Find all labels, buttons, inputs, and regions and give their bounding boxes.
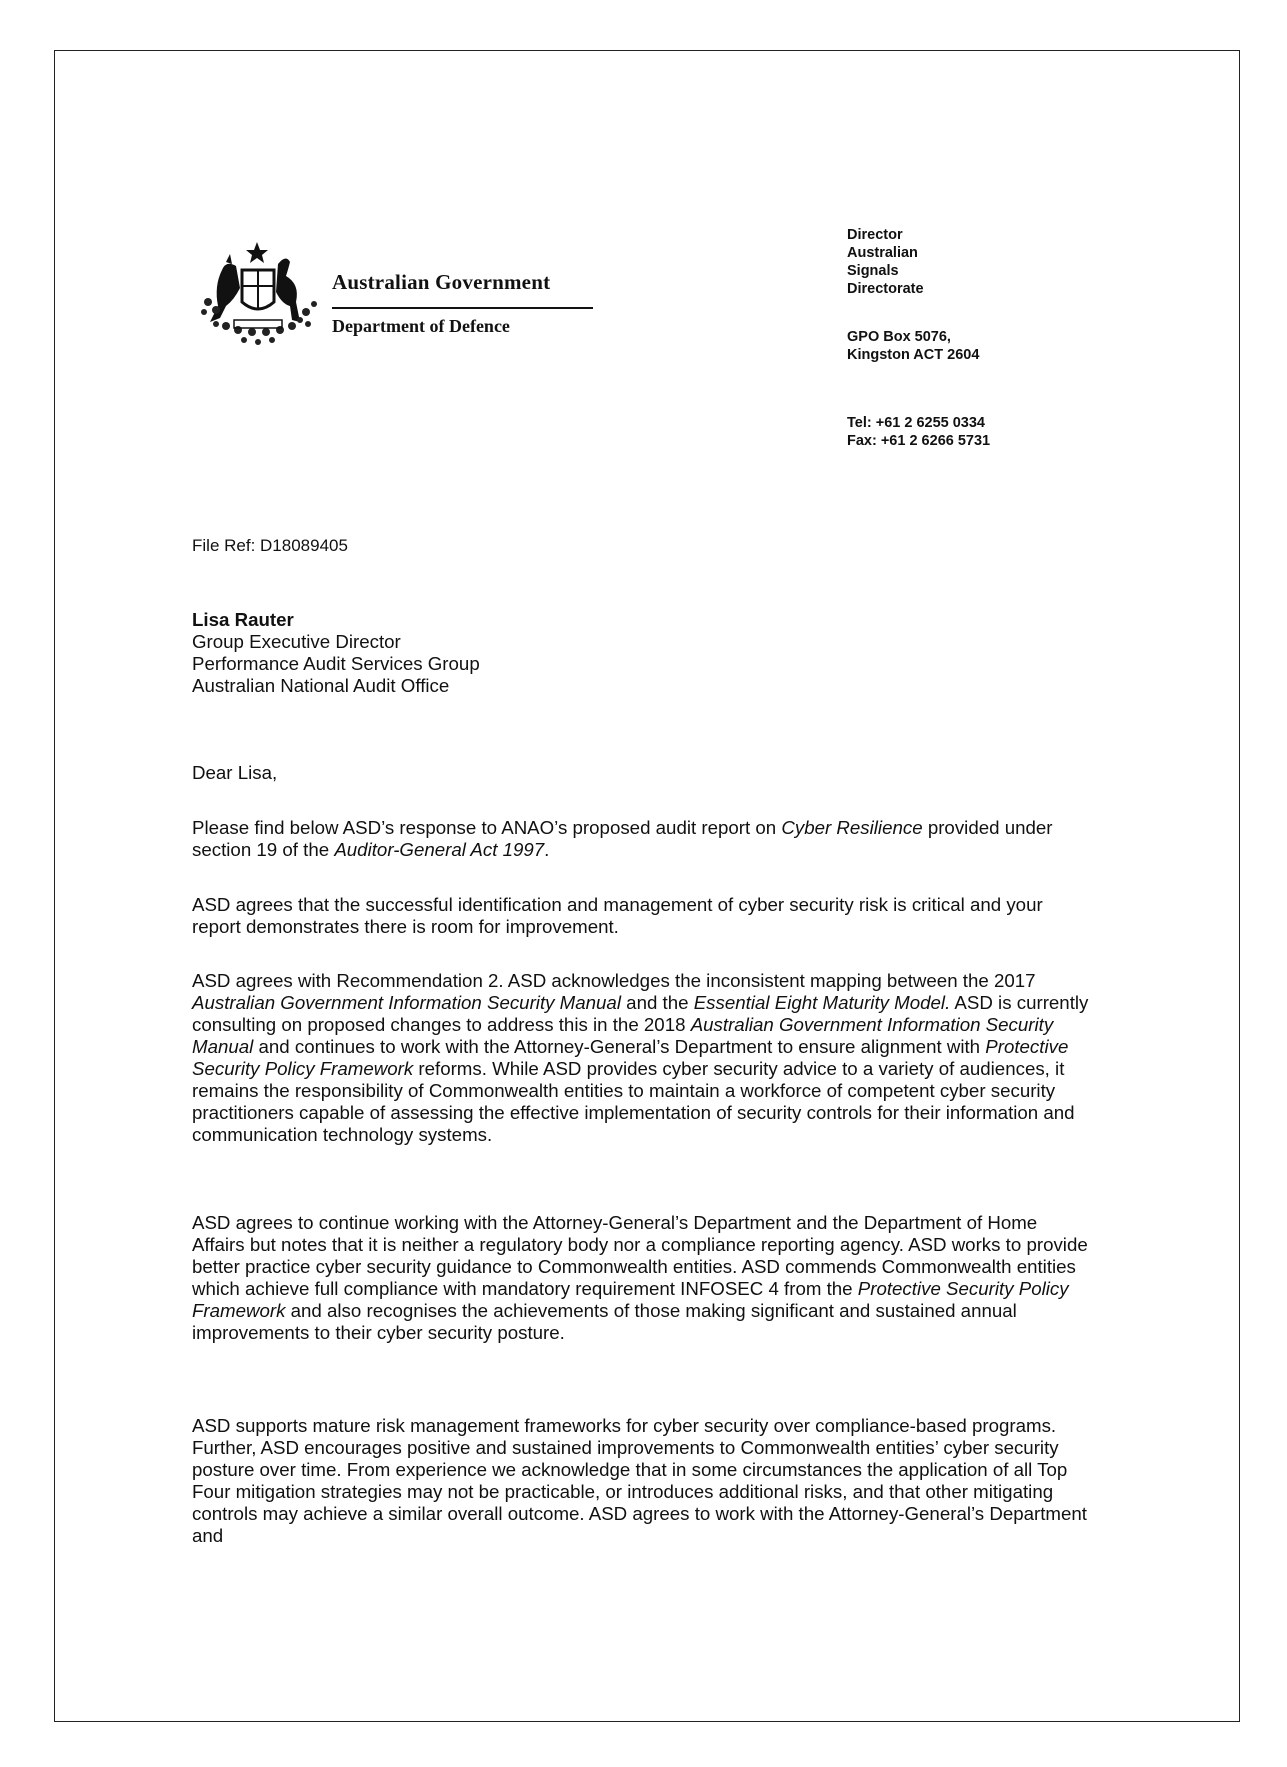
text-run: provided under section 19 of the [192,817,1053,860]
sender-title-line: Director [847,227,903,243]
recipient-line: Group Executive Director [192,631,401,652]
salutation: Dear Lisa, [192,762,278,783]
text-run: and also recognises the achievements of those making significant and sustained annual improvements to their cyber security posture. [192,1300,1017,1343]
recipient-block [192,609,1092,697]
sender-contact [847,414,990,450]
sender-fax: Fax: +61 2 6266 5731 [847,433,991,449]
italic-run: Cyber Resilience [781,817,923,838]
sender-title-line: Directorate [847,281,924,297]
text-run: . [544,839,550,860]
sender-title-line: Signals [847,263,899,279]
sender-address-line: GPO Box 5076, [847,329,951,345]
italic-run: Auditor-General Act 1997 [334,839,545,860]
text-run: Please find below ASD’s response to ANAO’s proposed audit report on [192,817,782,838]
sender-address [847,328,979,364]
text-run: ASD is currently consulting on proposed changes to address this in the 2018 [192,992,1089,1035]
recipient-line: Australian National Audit Office [192,675,450,696]
sender-title [847,226,924,298]
text-run: and the [620,992,694,1013]
paragraph-2: ASD agrees that the successful identification and management of cyber security risk is critical and your report demonstrates there is room for improvement. [192,894,1043,937]
italic-run: Protective Security Policy Framework [192,1278,1069,1321]
paragraph-5: ASD supports mature risk management frameworks for cyber security over compliance-based programs. Further, ASD encourages positive and sustained improvements to Commonwealth entities’ cyber security posture over time. From experience we acknowledge that in some circumstances the application of all Top Four mitigation strategies may not be practicable, or introduces additional risks, and that other mitigating controls may achieve a similar overall outcome. ASD agrees to work with the Attorney-General’s Department and [192,1415,1087,1546]
coat-of-arms-icon [196,240,326,348]
text-run: ASD agrees to continue working with the Attorney-General’s Department and the Department of Home Affairs but notes that it is neither a regulatory body nor a compliance reporting agency. ASD works to provide better practice cyber security guidance to Commonwealth entities. ASD commends Commonwealth entities which achieve full compliance with mandatory requirement INFOSEC 4 from the [192,1212,1088,1299]
text-run: and continues to work with the Attorney-General’s Department to ensure alignment with [253,1036,986,1057]
italic-run: Protective Security Policy Framework [192,1036,1069,1079]
file-reference: File Ref: D18089405 [192,536,348,555]
paragraph-1 [192,817,1092,861]
text-run: reforms. While ASD provides cyber security advice to a variety of audiences, it remains the responsibility of Commonwealth entities to maintain a workforce of competent cyber security practitioners capable of assessing the effective implementation of security controls for their information and communication technology systems. [192,1058,1075,1145]
recipient-line: Performance Audit Services Group [192,653,480,674]
sender-title-line: Australian [847,245,918,261]
letterhead-rule [332,307,593,309]
text-run: ASD agrees with Recommendation 2. ASD acknowledges the inconsistent mapping between the 2017 [192,970,1036,991]
paragraph-3 [192,970,1092,1146]
italic-run: Australian Government Information Security Manual [192,1014,1054,1057]
sender-tel: Tel: +61 2 6255 0334 [847,415,985,431]
government-title: Australian Government [332,270,551,294]
italic-run: Essential Eight Maturity Model. [693,992,951,1013]
paragraph-4 [192,1212,1092,1344]
sender-address-line: Kingston ACT 2604 [847,347,980,363]
recipient-name: Lisa Rauter [192,609,294,630]
department-title: Department of Defence [332,316,510,336]
italic-run: Australian Government Information Security Manual [192,992,621,1013]
